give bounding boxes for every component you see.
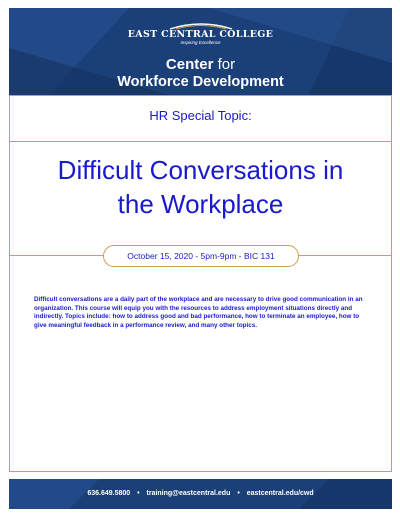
header-banner (9, 8, 392, 95)
page-title (9, 153, 392, 221)
logo-tagline: Inspiring Excellence (180, 40, 221, 45)
center-title-main: Center (165, 56, 214, 73)
page-title-line-1: Difficult Conversations in (57, 155, 344, 185)
footer-banner (9, 479, 392, 509)
footer-separator: • (137, 490, 140, 497)
footer-phone[interactable]: 636.649.5800 (87, 490, 131, 497)
footer-email[interactable]: training@eastcentral.edu (146, 490, 231, 497)
logo-name: EAST CENTRAL COLLEGE (127, 29, 274, 40)
left-border (9, 95, 10, 471)
center-title (9, 57, 392, 73)
footer-divider (9, 471, 392, 472)
topic-label: HR Special Topic: (149, 108, 252, 123)
header-divider (9, 95, 392, 96)
footer-website[interactable]: eastcentral.edu/cwd (246, 490, 314, 497)
right-border (391, 95, 392, 471)
footer-contact (87, 490, 313, 497)
footer-separator: • (237, 490, 240, 497)
course-description: Difficult conversations are a daily part of the workplace and are necessary to drive good communication in an organization. This course will equip you with the resources to address employment situations directly and indirectly. Topics include: how to address good and bad performance, how to terminate an employee, how to give meaningful feedback in a performance review, and many other topics. (34, 296, 363, 329)
topic-divider (9, 141, 392, 142)
event-info-badge: October 15, 2020 - 5pm-9pm - BIC 131 (103, 245, 299, 267)
center-subtitle: Workforce Development (117, 74, 284, 90)
center-title-for: for (217, 56, 236, 73)
college-logo (9, 22, 392, 46)
page-title-line-2: the Workplace (117, 189, 284, 219)
